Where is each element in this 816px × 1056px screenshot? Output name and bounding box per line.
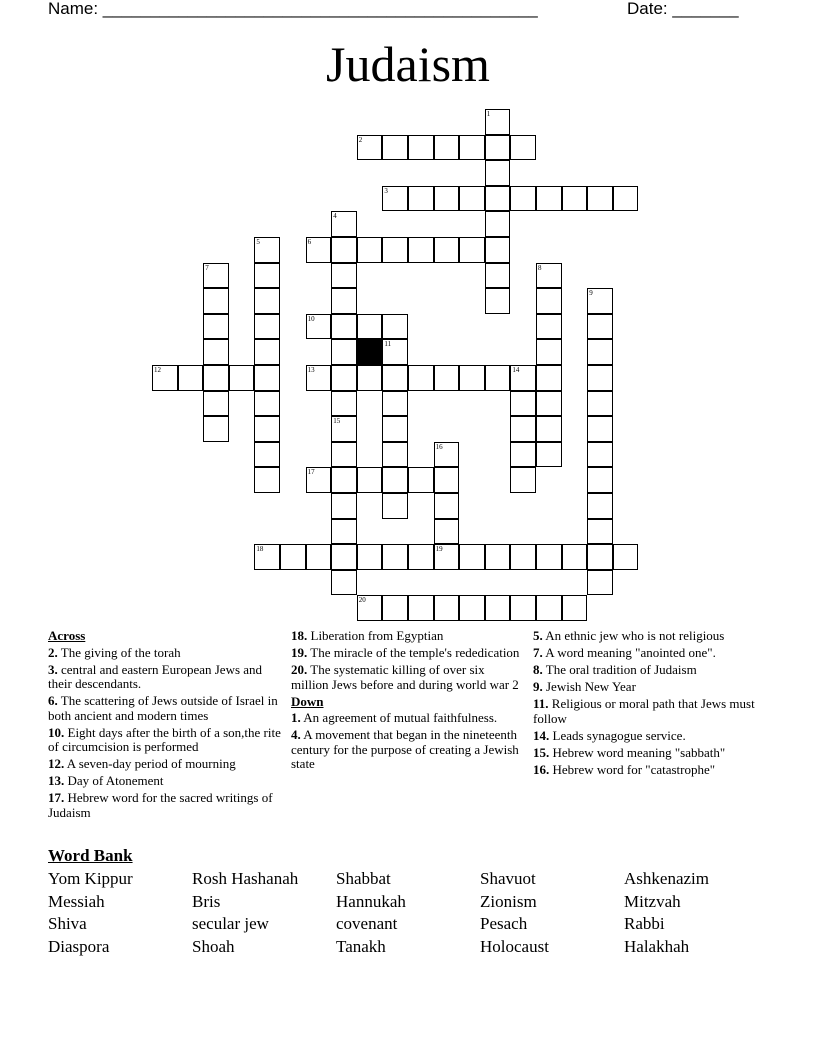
clue-item xyxy=(48,726,284,755)
clue-number: 13. xyxy=(48,773,65,788)
clue-item xyxy=(533,729,763,744)
word-bank-item: Shabbat xyxy=(336,869,391,888)
grid-cell[interactable] xyxy=(254,288,280,314)
clue-number: 18. xyxy=(291,628,308,643)
clue-item xyxy=(533,663,763,678)
grid-cell[interactable] xyxy=(510,135,536,161)
clue-text: Liberation from Egyptian xyxy=(307,628,444,643)
grid-cell[interactable] xyxy=(613,544,639,570)
grid-cell[interactable] xyxy=(382,237,408,263)
grid-cell[interactable] xyxy=(434,237,460,263)
grid-cell[interactable] xyxy=(254,416,280,442)
grid-cell[interactable] xyxy=(408,365,434,391)
clue-item xyxy=(291,646,521,661)
grid-cell[interactable] xyxy=(306,314,332,340)
cell-number: 8 xyxy=(538,263,542,272)
grid-cell[interactable] xyxy=(536,544,562,570)
clue-number: 17. xyxy=(48,790,65,805)
grid-cell[interactable] xyxy=(331,442,357,468)
cell-number: 15 xyxy=(333,417,341,426)
grid-cell[interactable] xyxy=(331,211,357,237)
grid-cell[interactable] xyxy=(203,314,229,340)
name-line: Name: ______________________________________________ xyxy=(48,0,538,18)
word-bank-row xyxy=(48,913,768,936)
grid-cell[interactable] xyxy=(382,135,408,161)
grid-cell[interactable] xyxy=(587,493,613,519)
clue-item xyxy=(291,728,521,772)
grid-cell[interactable] xyxy=(357,237,383,263)
clue-text: Hebrew word for "catastrophe" xyxy=(549,761,716,777)
word-bank-item: Ashkenazim xyxy=(624,869,709,888)
clue-item xyxy=(533,697,763,726)
cell-number: 19 xyxy=(435,545,443,554)
grid-cell[interactable] xyxy=(485,186,511,212)
grid-cell[interactable] xyxy=(178,365,204,391)
grid-cell[interactable] xyxy=(587,442,613,468)
word-bank-item: Hannukah xyxy=(336,891,406,911)
grid-cell[interactable] xyxy=(331,493,357,519)
grid-cell[interactable] xyxy=(536,314,562,340)
word-bank-item: Bris xyxy=(192,891,221,911)
date-line: Date: _______ xyxy=(627,0,739,18)
cell-number: 9 xyxy=(589,289,593,298)
grid-cell[interactable] xyxy=(459,365,485,391)
grid-cell[interactable] xyxy=(229,365,255,391)
grid-cell[interactable] xyxy=(587,391,613,417)
clue-text: Leads synagogue service. xyxy=(549,727,686,743)
grid-cell[interactable] xyxy=(434,595,460,621)
clue-item xyxy=(533,680,763,695)
grid-cell[interactable] xyxy=(485,135,511,161)
grid-cell[interactable] xyxy=(510,442,536,468)
cell-number: 18 xyxy=(256,545,264,554)
clues-column-2 xyxy=(291,629,521,774)
clue-text: central and eastern European Jews and their descendants. xyxy=(48,661,263,691)
grid-cell[interactable] xyxy=(254,339,280,365)
grid-cell[interactable] xyxy=(536,595,562,621)
grid-cell[interactable] xyxy=(306,237,332,263)
grid-cell[interactable] xyxy=(408,467,434,493)
cell-number: 5 xyxy=(256,238,260,246)
clue-item xyxy=(48,791,284,820)
grid-cell[interactable] xyxy=(459,544,485,570)
clue-number: 3. xyxy=(48,661,58,677)
clue-text: Religious or moral path that Jews must follow xyxy=(533,696,755,726)
grid-cell[interactable] xyxy=(382,493,408,519)
grid-cell[interactable] xyxy=(382,442,408,468)
cell-number: 16 xyxy=(435,442,443,451)
word-bank-item: secular jew xyxy=(192,914,269,934)
clue-text: The systematic killing of over six million Jews before and during world war 2 xyxy=(291,662,519,692)
clue-number: 10. xyxy=(48,724,65,740)
word-bank-row xyxy=(48,868,768,891)
grid-cell[interactable] xyxy=(331,288,357,314)
grid-cell[interactable] xyxy=(254,237,280,263)
word-bank xyxy=(48,868,768,959)
word-bank-item: Halakhah xyxy=(624,937,690,957)
grid-cell[interactable] xyxy=(613,186,639,212)
clue-text: Jewish New Year xyxy=(542,679,636,694)
clue-number: 6. xyxy=(48,693,58,708)
grid-cell[interactable] xyxy=(485,263,511,289)
clue-item xyxy=(291,629,521,644)
grid-cell[interactable] xyxy=(536,365,562,391)
grid-cell[interactable] xyxy=(254,365,280,391)
grid-cell[interactable] xyxy=(510,365,536,391)
grid-cell[interactable] xyxy=(434,519,460,545)
grid-cell[interactable] xyxy=(331,570,357,596)
clue-item xyxy=(291,711,521,726)
grid-cell[interactable] xyxy=(331,519,357,545)
word-bank-row xyxy=(48,891,768,914)
clue-number: 7. xyxy=(533,645,543,660)
grid-cell[interactable] xyxy=(203,288,229,314)
grid-cell[interactable] xyxy=(254,314,280,340)
grid-cell[interactable] xyxy=(357,365,383,391)
word-bank-item: Yom Kippur xyxy=(48,869,133,888)
word-bank-item: Pesach xyxy=(480,914,528,934)
grid-cell[interactable] xyxy=(203,416,229,442)
clue-text: The scattering of Jews outside of Israel in both ancient and modern times xyxy=(48,693,278,723)
word-bank-item: Shiva xyxy=(48,914,87,934)
grid-cell[interactable] xyxy=(254,391,280,417)
grid-cell[interactable] xyxy=(536,442,562,468)
clue-number: 1. xyxy=(291,710,301,725)
grid-cell[interactable] xyxy=(587,288,613,314)
clue-number: 8. xyxy=(533,662,543,677)
grid-cell[interactable] xyxy=(382,314,408,340)
clue-text: An agreement of mutual faithfulness. xyxy=(300,710,498,725)
grid-cell[interactable] xyxy=(510,391,536,417)
word-bank-row xyxy=(48,936,768,959)
grid-cell[interactable] xyxy=(331,314,357,340)
clue-text: Hebrew word meaning "sabbath" xyxy=(549,744,726,760)
grid-cell[interactable] xyxy=(357,595,383,621)
word-bank-item: Rosh Hashanah xyxy=(192,869,299,888)
word-bank-item: Zionism xyxy=(480,891,537,911)
grid-cell[interactable] xyxy=(434,544,460,570)
grid-cell[interactable] xyxy=(587,186,613,212)
word-bank-item: covenant xyxy=(336,914,398,934)
grid-cell[interactable] xyxy=(536,288,562,314)
cell-number: 6 xyxy=(307,238,312,246)
clue-item xyxy=(533,629,763,644)
grid-cell[interactable] xyxy=(434,365,460,391)
cell-number: 3 xyxy=(384,186,388,195)
grid-cell[interactable] xyxy=(587,467,613,493)
grid-cell[interactable] xyxy=(331,391,357,417)
grid-cell[interactable] xyxy=(331,467,357,493)
grid-cell[interactable] xyxy=(254,263,280,289)
word-bank-item: Shavuot xyxy=(480,869,536,888)
clue-number: 4. xyxy=(291,727,301,742)
cell-number: 17 xyxy=(307,468,315,477)
clue-item xyxy=(291,663,521,692)
clue-number: 15. xyxy=(533,744,550,760)
across-heading: Across xyxy=(48,628,86,643)
grid-cell[interactable] xyxy=(408,544,434,570)
grid-cell[interactable] xyxy=(459,135,485,161)
grid-cell[interactable] xyxy=(587,365,613,391)
grid-cell[interactable] xyxy=(382,339,408,365)
grid-cell[interactable] xyxy=(536,263,562,289)
grid-cell[interactable] xyxy=(254,442,280,468)
grid-cell[interactable] xyxy=(306,544,332,570)
grid-cell[interactable] xyxy=(459,595,485,621)
grid-cell[interactable] xyxy=(587,544,613,570)
clue-number: 5. xyxy=(533,628,543,643)
cell-number: 2 xyxy=(358,135,363,144)
grid-cell[interactable] xyxy=(562,544,588,570)
clue-text: A movement that began in the nineteenth century for the purpose of creating a Jewish state xyxy=(291,727,519,771)
grid-cell[interactable] xyxy=(331,339,357,365)
grid-cell[interactable] xyxy=(434,442,460,468)
clue-item xyxy=(48,646,284,661)
clue-number: 19. xyxy=(291,645,308,660)
cell-number: 4 xyxy=(333,212,337,221)
clue-text: Hebrew word for the sacred writings of Judaism xyxy=(48,790,273,820)
grid-cell[interactable] xyxy=(434,186,460,212)
clue-number: 20. xyxy=(291,662,308,677)
cell-number: 14 xyxy=(512,366,520,374)
grid-cell[interactable] xyxy=(587,314,613,340)
grid-cell[interactable] xyxy=(306,467,332,493)
grid-cell[interactable] xyxy=(587,519,613,545)
clue-item xyxy=(48,757,284,772)
clue-number: 12. xyxy=(48,756,65,771)
grid-cell[interactable] xyxy=(485,365,511,391)
word-bank-item: Diaspora xyxy=(48,937,110,957)
grid-cell[interactable] xyxy=(562,186,588,212)
word-bank-item: Rabbi xyxy=(624,914,665,934)
clue-number: 16. xyxy=(533,761,550,777)
clue-text: The oral tradition of Judaism xyxy=(542,662,697,677)
clue-number: 2. xyxy=(48,644,58,660)
grid-cell[interactable] xyxy=(203,339,229,365)
clue-text: The giving of the torah xyxy=(57,644,181,660)
clues-column-1 xyxy=(48,629,284,823)
clue-item xyxy=(533,746,763,761)
grid-cell[interactable] xyxy=(203,263,229,289)
grid-cell[interactable] xyxy=(434,467,460,493)
grid-cell[interactable] xyxy=(331,237,357,263)
grid-cell[interactable] xyxy=(254,544,280,570)
clue-item xyxy=(533,763,763,778)
clue-text: Day of Atonement xyxy=(64,773,164,788)
grid-cell[interactable] xyxy=(357,135,383,161)
grid-cell[interactable] xyxy=(562,595,588,621)
clues-column-3 xyxy=(533,629,763,780)
cell-number: 12 xyxy=(154,366,161,374)
grid-cell[interactable] xyxy=(434,493,460,519)
grid-cell[interactable] xyxy=(331,263,357,289)
grid-cell[interactable] xyxy=(382,186,408,212)
clue-number: 11. xyxy=(533,696,549,711)
grid-cell[interactable] xyxy=(382,544,408,570)
grid-cell[interactable] xyxy=(408,135,434,161)
grid-cell[interactable] xyxy=(306,365,332,391)
clue-text: An ethnic jew who is not religious xyxy=(542,628,725,643)
down-heading: Down xyxy=(291,693,324,709)
grid-cell[interactable] xyxy=(331,544,357,570)
grid-cell[interactable] xyxy=(331,365,357,391)
clue-item xyxy=(48,663,284,692)
word-bank-item: Messiah xyxy=(48,891,105,911)
grid-cell[interactable] xyxy=(382,391,408,417)
cell-number: 10 xyxy=(307,314,315,323)
grid-cell[interactable] xyxy=(587,416,613,442)
black-cell xyxy=(357,339,383,365)
grid-cell[interactable] xyxy=(485,160,511,186)
grid-cell[interactable] xyxy=(357,467,383,493)
word-bank-item: Tanakh xyxy=(336,937,386,957)
grid-cell[interactable] xyxy=(485,211,511,237)
clue-text: A word meaning "anointed one". xyxy=(542,645,716,660)
cell-number: 7 xyxy=(205,263,209,272)
word-bank-item: Mitzvah xyxy=(624,891,681,911)
grid-cell[interactable] xyxy=(459,237,485,263)
word-bank-item: Shoah xyxy=(192,937,235,957)
grid-cell[interactable] xyxy=(510,467,536,493)
grid-cell[interactable] xyxy=(203,391,229,417)
clue-text: The miracle of the temple's rededication xyxy=(307,645,520,660)
grid-cell[interactable] xyxy=(587,570,613,596)
clue-number: 14. xyxy=(533,727,550,743)
word-bank-item: Holocaust xyxy=(480,937,549,957)
cell-number: 20 xyxy=(358,596,366,605)
grid-cell[interactable] xyxy=(382,467,408,493)
grid-cell[interactable] xyxy=(357,544,383,570)
grid-cell[interactable] xyxy=(536,186,562,212)
grid-cell[interactable] xyxy=(382,595,408,621)
grid-cell[interactable] xyxy=(485,544,511,570)
page-title: Judaism xyxy=(326,36,490,92)
grid-cell[interactable] xyxy=(434,135,460,161)
grid-cell[interactable] xyxy=(408,595,434,621)
grid-cell[interactable] xyxy=(408,237,434,263)
clue-item xyxy=(48,774,284,789)
grid-cell[interactable] xyxy=(485,237,511,263)
grid-cell[interactable] xyxy=(331,416,357,442)
grid-cell[interactable] xyxy=(485,109,511,135)
grid-cell[interactable] xyxy=(536,339,562,365)
grid-cell[interactable] xyxy=(485,288,511,314)
grid-cell[interactable] xyxy=(485,595,511,621)
clue-item xyxy=(48,694,284,723)
grid-cell[interactable] xyxy=(408,186,434,212)
grid-cell[interactable] xyxy=(510,186,536,212)
grid-cell[interactable] xyxy=(536,416,562,442)
grid-cell[interactable] xyxy=(382,365,408,391)
cell-number: 13 xyxy=(307,366,315,374)
grid-cell[interactable] xyxy=(254,467,280,493)
clue-item xyxy=(533,646,763,661)
cell-number: 1 xyxy=(486,110,491,118)
grid-cell[interactable] xyxy=(536,391,562,417)
grid-cell[interactable] xyxy=(152,365,178,391)
grid-cell[interactable] xyxy=(280,544,306,570)
clue-text: Eight days after the birth of a son,the rite of circumcision is performed xyxy=(48,724,281,754)
clue-number: 9. xyxy=(533,679,543,694)
clue-text: A seven-day period of mourning xyxy=(64,756,236,771)
grid-cell[interactable] xyxy=(203,365,229,391)
grid-cell[interactable] xyxy=(510,544,536,570)
grid-cell[interactable] xyxy=(459,186,485,212)
word-bank-title: Word Bank xyxy=(48,846,133,865)
grid-cell[interactable] xyxy=(357,314,383,340)
grid-cell[interactable] xyxy=(382,416,408,442)
cell-number: 11 xyxy=(384,340,392,349)
grid-cell[interactable] xyxy=(510,595,536,621)
grid-cell[interactable] xyxy=(587,339,613,365)
grid-cell[interactable] xyxy=(510,416,536,442)
